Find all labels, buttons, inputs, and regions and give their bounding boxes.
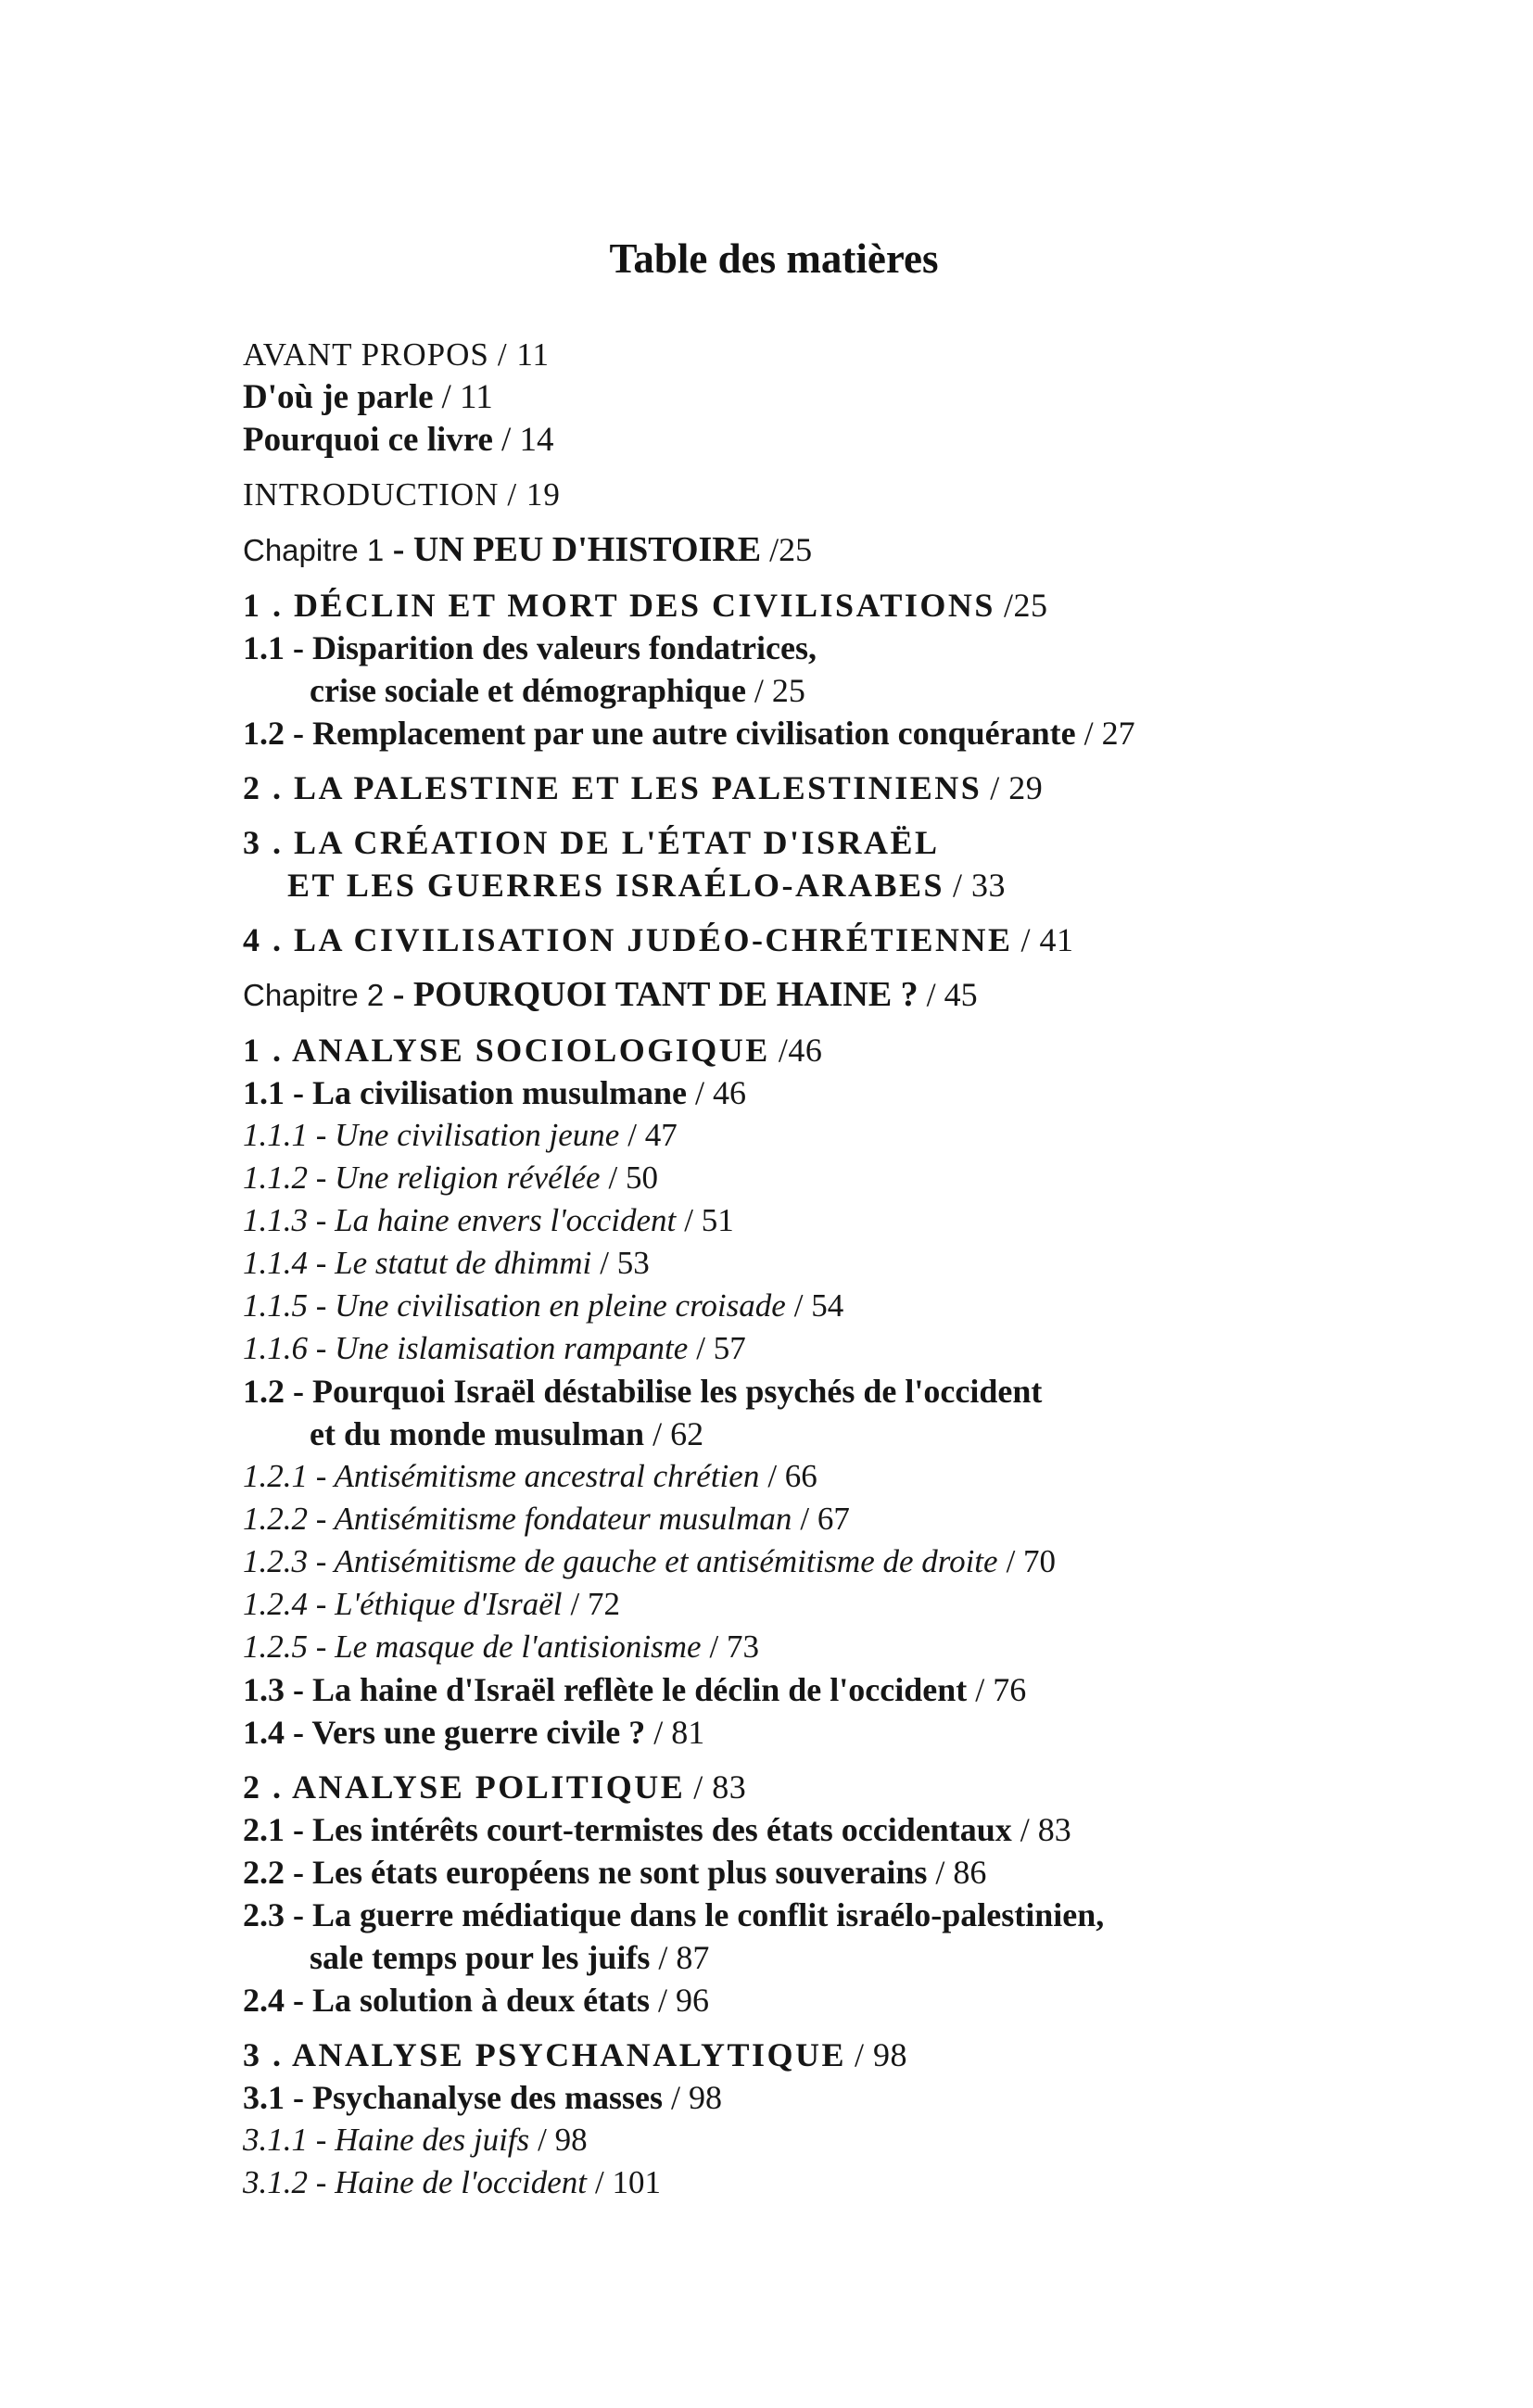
- entry-page-number: / 98: [855, 2036, 908, 2073]
- entry-page-number: / 83: [1020, 1811, 1071, 1848]
- entry-page-number: /46: [778, 1032, 823, 1069]
- toc-entry: [243, 1668, 1533, 1711]
- entry-text: 1.4 - Vers une guerre civile ?: [243, 1714, 646, 1751]
- entry-text: 2.2 - Les états européens ne sont plus souverains: [243, 1854, 928, 1891]
- entry-text: 1.1.6 - Une islamisation rampante: [243, 1330, 689, 1366]
- toc-entry: [243, 1626, 1533, 1668]
- toc-entry: [243, 1285, 1533, 1327]
- page-title: Table des matières: [609, 235, 939, 282]
- toc-entry: [243, 376, 1533, 419]
- entry-text: 4 . LA CIVILISATION JUDÉO-CHRÉTIENNE: [243, 921, 1013, 958]
- entry-page-number: / 50: [608, 1160, 658, 1196]
- toc-entry: [243, 627, 1533, 669]
- entry-text: 1.2.1 - Antisémitisme ancestral chrétien: [243, 1458, 760, 1494]
- toc-entry: [243, 712, 1533, 754]
- entry-page-number: / 83: [693, 1768, 747, 1806]
- entry-text: 1 . ANALYSE SOCIOLOGIQUE: [243, 1032, 770, 1069]
- entry-page-number: / 81: [653, 1714, 705, 1751]
- entry-page-number: / 72: [570, 1586, 620, 1622]
- toc-entry: [243, 669, 1533, 712]
- toc-entry: [243, 2076, 1533, 2119]
- entry-page-number: / 57: [696, 1330, 746, 1366]
- entry-page-number: / 11: [441, 378, 493, 416]
- entry-text: 3 . ANALYSE PSYCHANALYTIQUE: [243, 2036, 846, 2073]
- entry-text: 3.1.1 - Haine des juifs: [243, 2122, 530, 2158]
- entry-page-number: / 98: [538, 2122, 588, 2158]
- toc-entry: [243, 1851, 1533, 1894]
- entry-page-number: / 19: [507, 476, 561, 513]
- entry-text: 3.1 - Psychanalyse des masses: [243, 2079, 664, 2116]
- entry-text: 3.1.2 - Haine de l'occident: [243, 2164, 587, 2200]
- toc-entry: [243, 1114, 1533, 1157]
- toc-entry: [243, 1199, 1533, 1242]
- entry-text: 1.1.1 - Une civilisation jeune: [243, 1117, 620, 1153]
- toc-entry: [243, 1583, 1533, 1626]
- toc-entry: [243, 864, 1533, 906]
- entry-text: 1.1 - La civilisation musulmane: [243, 1074, 688, 1111]
- entry-text: Pourquoi ce livre: [243, 421, 493, 459]
- entry-page-number: / 87: [658, 1939, 710, 1976]
- entry-text: 1 . DÉCLIN ET MORT DES CIVILISATIONS: [243, 587, 995, 624]
- toc-entry: [243, 1711, 1533, 1754]
- toc-entry: [243, 584, 1533, 627]
- entry-page-number: / 54: [793, 1287, 844, 1324]
- entry-text: ET LES GUERRES ISRAÉLO-ARABES: [287, 867, 945, 904]
- entry-page-number: / 86: [935, 1854, 987, 1891]
- toc-entry: [243, 1370, 1533, 1413]
- toc-entry: [243, 1894, 1533, 1936]
- entry-page-number: / 29: [990, 769, 1044, 806]
- entry-text: 2 . ANALYSE POLITIQUE: [243, 1768, 686, 1806]
- entry-text: 1.2.3 - Antisémitisme de gauche et antisémitisme de droite: [243, 1543, 998, 1579]
- entry-text: - POURQUOI TANT DE HAINE ?: [384, 975, 919, 1014]
- entry-text: 1.2 - Pourquoi Israël déstabilise les psychés de l'occident: [243, 1373, 1043, 1410]
- entry-text: 2.4 - La solution à deux états: [243, 1982, 651, 2019]
- entry-page-number: / 33: [953, 867, 1007, 904]
- entry-text: 1.1.3 - La haine envers l'occident: [243, 1202, 677, 1238]
- toc-entry: [243, 1029, 1533, 1071]
- toc-entry: [243, 528, 1533, 572]
- entry-page-number: / 73: [709, 1629, 760, 1665]
- entry-page-number: / 46: [695, 1074, 747, 1111]
- toc-entry: [243, 973, 1533, 1017]
- entry-page-number: / 14: [500, 421, 554, 459]
- toc-entry: [243, 2119, 1533, 2161]
- entry-page-number: / 11: [497, 336, 551, 373]
- entry-text: crise sociale et démographique: [310, 672, 746, 709]
- toc-entry: [243, 474, 1533, 516]
- toc-entry: [243, 1327, 1533, 1370]
- entry-text: 1.1.5 - Une civilisation en pleine croisade: [243, 1287, 786, 1324]
- entry-text: 1.2.4 - L'éthique d'Israël: [243, 1586, 563, 1622]
- toc-entry: [243, 1242, 1533, 1285]
- entry-text: sale temps pour les juifs: [310, 1939, 651, 1976]
- entry-page-number: / 62: [652, 1415, 704, 1452]
- toc-entry: [243, 767, 1533, 809]
- entry-text: 2.3 - La guerre médiatique dans le conflit israélo-palestinien,: [243, 1896, 1105, 1933]
- toc-entry: [243, 2161, 1533, 2204]
- toc-entry: [243, 1498, 1533, 1540]
- entry-page-number: / 67: [800, 1501, 850, 1537]
- entry-page-number: / 101: [595, 2164, 661, 2200]
- entry-page-number: / 45: [926, 976, 978, 1013]
- entry-page-number: / 76: [975, 1671, 1027, 1708]
- toc-entry: [243, 1540, 1533, 1583]
- entry-page-number: / 70: [1006, 1543, 1057, 1579]
- toc-entry: [243, 2034, 1533, 2076]
- toc-entry: [243, 1413, 1533, 1455]
- toc-entry: [243, 1936, 1533, 1979]
- chapter-prefix: Chapitre 2: [243, 978, 385, 1012]
- entry-text: - UN PEU D'HISTOIRE: [384, 530, 762, 569]
- entry-page-number: / 25: [754, 672, 805, 709]
- entry-text: D'où je parle: [243, 378, 434, 416]
- toc-entry: [243, 1157, 1533, 1199]
- entry-text: 1.2 - Remplacement par une autre civilisation conquérante: [243, 715, 1076, 752]
- entry-text: 1.1.2 - Une religion révélée: [243, 1160, 601, 1196]
- entry-page-number: / 41: [1020, 921, 1074, 958]
- entry-page-number: / 66: [767, 1458, 817, 1494]
- entry-text: 1.2.2 - Antisémitisme fondateur musulman: [243, 1501, 792, 1537]
- toc-entry: [243, 1808, 1533, 1851]
- toc-entry: [243, 1979, 1533, 2021]
- toc-entry: [243, 919, 1533, 961]
- entry-page-number: / 47: [627, 1117, 678, 1153]
- toc-list: [0, 334, 1533, 2204]
- toc-entry: [243, 821, 1533, 864]
- entry-page-number: / 98: [671, 2079, 723, 2116]
- entry-page-number: / 51: [684, 1202, 734, 1238]
- entry-text: 1.1 - Disparition des valeurs fondatrices,: [243, 629, 817, 666]
- entry-text: 1.1.4 - Le statut de dhimmi: [243, 1245, 592, 1281]
- toc-entry: [243, 1455, 1533, 1498]
- entry-text: 1.3 - La haine d'Israël reflète le déclin de l'occident: [243, 1671, 968, 1708]
- toc-entry: [243, 1071, 1533, 1114]
- toc-entry: [243, 334, 1533, 376]
- toc-entry: [243, 419, 1533, 462]
- entry-page-number: / 96: [658, 1982, 710, 2019]
- toc-entry: [243, 1766, 1533, 1808]
- chapter-prefix: Chapitre 1: [243, 533, 385, 567]
- entry-page-number: /25: [1003, 587, 1048, 624]
- entry-text: INTRODUCTION: [243, 476, 500, 513]
- entry-text: AVANT PROPOS: [243, 336, 489, 373]
- entry-page-number: / 53: [600, 1245, 650, 1281]
- entry-page-number: /25: [769, 531, 813, 568]
- entry-text: 3 . LA CRÉATION DE L'ÉTAT D'ISRAËL: [243, 824, 940, 861]
- entry-text: 2 . LA PALESTINE ET LES PALESTINIENS: [243, 769, 982, 806]
- entry-text: et du monde musulman: [310, 1415, 645, 1452]
- entry-page-number: / 27: [1083, 715, 1135, 752]
- entry-text: 2.1 - Les intérêts court-termistes des états occidentaux: [243, 1811, 1012, 1848]
- entry-text: 1.2.5 - Le masque de l'antisionisme: [243, 1629, 702, 1665]
